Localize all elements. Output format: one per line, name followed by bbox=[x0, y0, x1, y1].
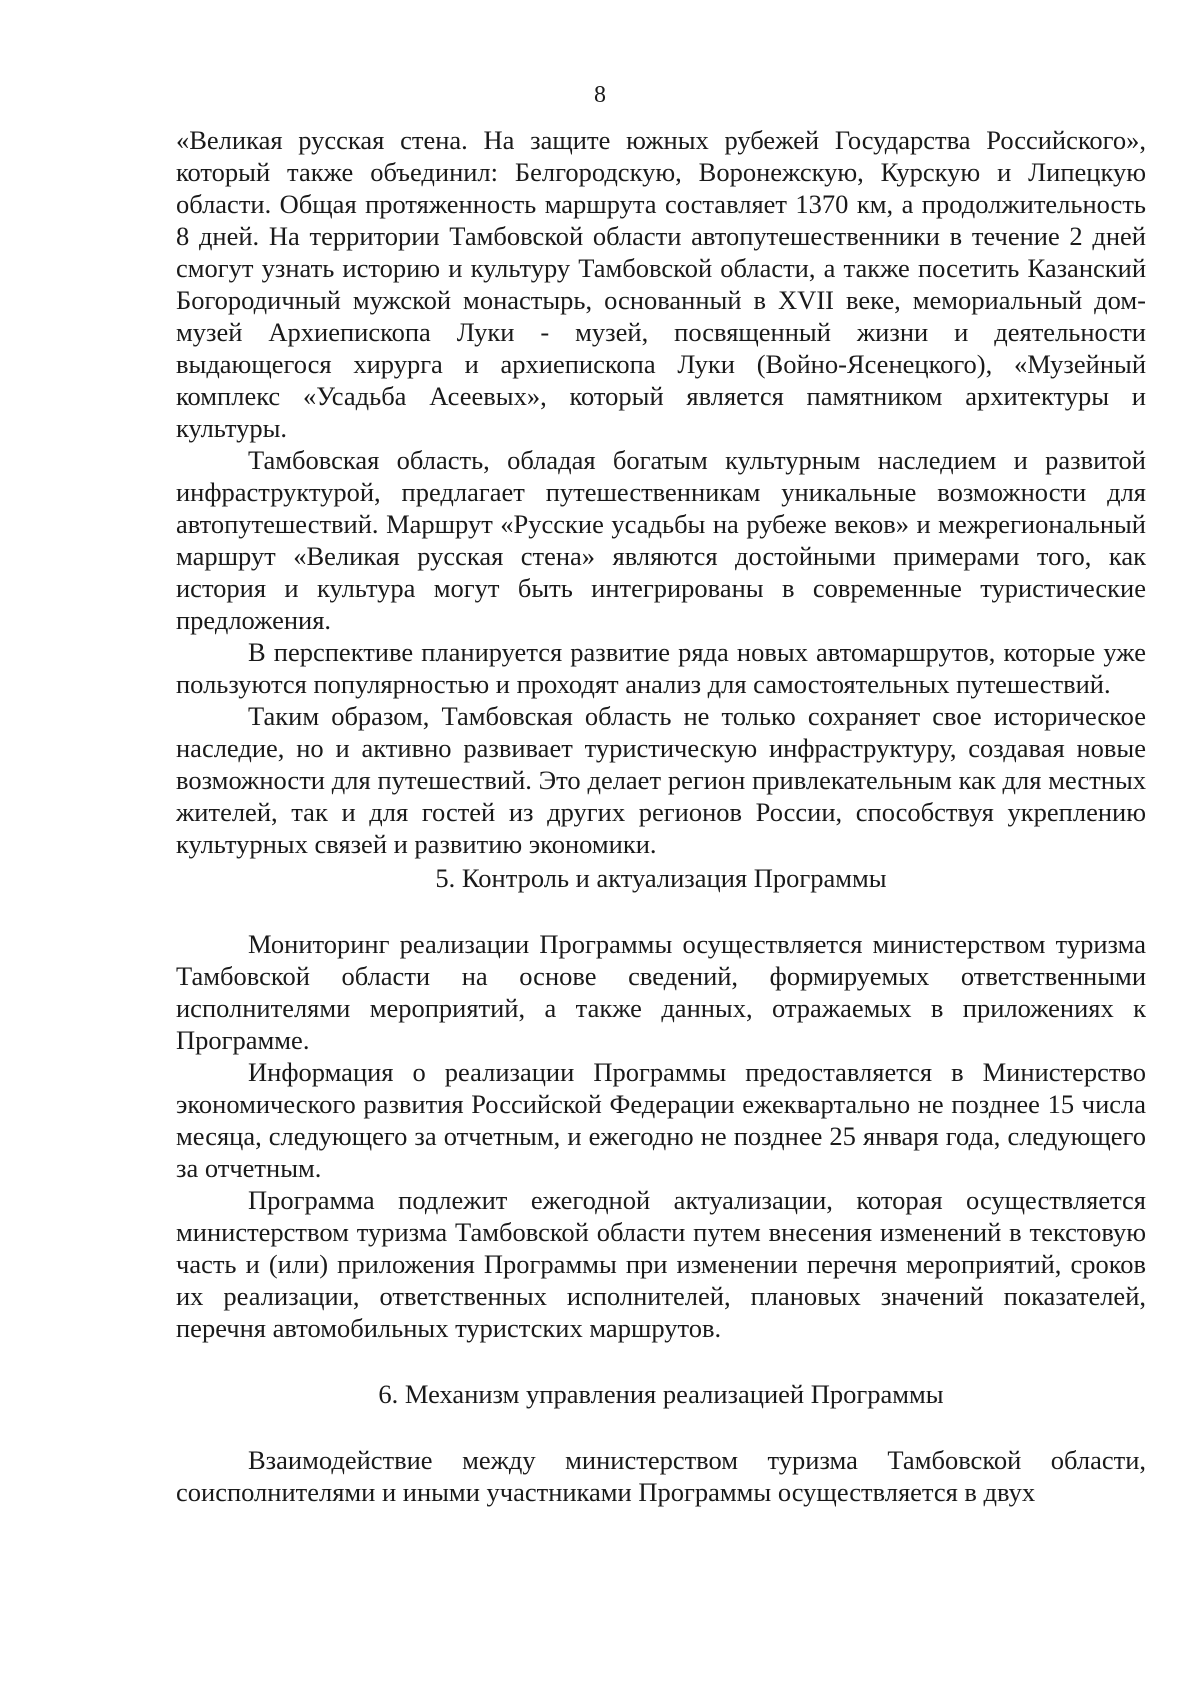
section-5-heading: 5. Контроль и актуализация Программы bbox=[435, 863, 887, 893]
section-5-paragraph-update: Программа подлежит ежегодной актуализации, которая осуществляется министерством туризма Тамбовской области путем внесения изменений в текстовую часть и (или) приложения Программы при изменении перечня мероприятий, сроков их реализации, ответственных исполнителей, плановых значений показателей, перечня автомобильных туристских маршрутов. bbox=[176, 1185, 1146, 1343]
section-6-paragraph-interaction: Взаимодействие между министерством туризма Тамбовской области, соисполнителями и иными участниками Программы осуществляется в двух bbox=[176, 1445, 1146, 1507]
document-body bbox=[176, 124, 1146, 1508]
section-5-paragraph-monitoring: Мониторинг реализации Программы осуществляется министерством туризма Тамбовской области на основе сведений, формируемых ответственными исполнителями мероприятий, а также данных, отражаемых в приложениях к Программе. bbox=[176, 929, 1146, 1055]
paragraph-conclusion: Таким образом, Тамбовская область не только сохраняет свое историческое наследие, но и активно развивает туристическую инфраструктуру, создавая новые возможности для путешествий. Это делает регион привлекательным как для местных жителей, так и для гостей из других регионов России, способствуя укреплению культурных связей и развитию экономики. bbox=[176, 701, 1146, 859]
paragraph-tambov-heritage: Тамбовская область, обладая богатым культурным наследием и развитой инфраструктурой, предлагает путешественникам уникальные возможности для автопутешествий. Маршрут «Русские усадьбы на рубеже веков» и межрегиональный маршрут «Великая русская стена» являются достойными примерами того, как история и культура могут быть интегрированы в современные туристические предложения. bbox=[176, 445, 1146, 635]
section-6-heading: 6. Механизм управления реализацией Программы bbox=[378, 1379, 944, 1409]
page-number: 8 bbox=[594, 82, 606, 108]
paragraph-route-great-wall-continued: «Великая русская стена. На защите южных рубежей Государства Российского», который также объединил: Белгородскую, Воронежскую, Курскую и Липецкую области. Общая протяженность маршрута составляет 1370 км, а продолжительность 8 дней. На территории Тамбовской области автопутешественники в течение 2 дней смогут узнать историю и культуру Тамбовской области, а также посетить Казанский Богородичный мужской монастырь, основанный в XVII веке, мемориальный дом-музей Архиепископа Луки - музей, посвященный жизни и деятельности выдающегося хирурга и архиепископа Луки (Войно-Ясенецкого), «Музейный комплекс «Усадьба Асеевых», который является памятником архитектуры и культуры. bbox=[176, 125, 1146, 443]
section-5-paragraph-reporting: Информация о реализации Программы предоставляется в Министерство экономического развития Российской Федерации ежеквартально не позднее 15 числа месяца, следующего за отчетным, и ежегодно не позднее 25 января года, следующего за отчетным. bbox=[176, 1057, 1146, 1183]
paragraph-new-routes: В перспективе планируется развитие ряда новых автомаршрутов, которые уже пользуются популярностью и проходят анализ для самостоятельных путешествий. bbox=[176, 637, 1146, 699]
